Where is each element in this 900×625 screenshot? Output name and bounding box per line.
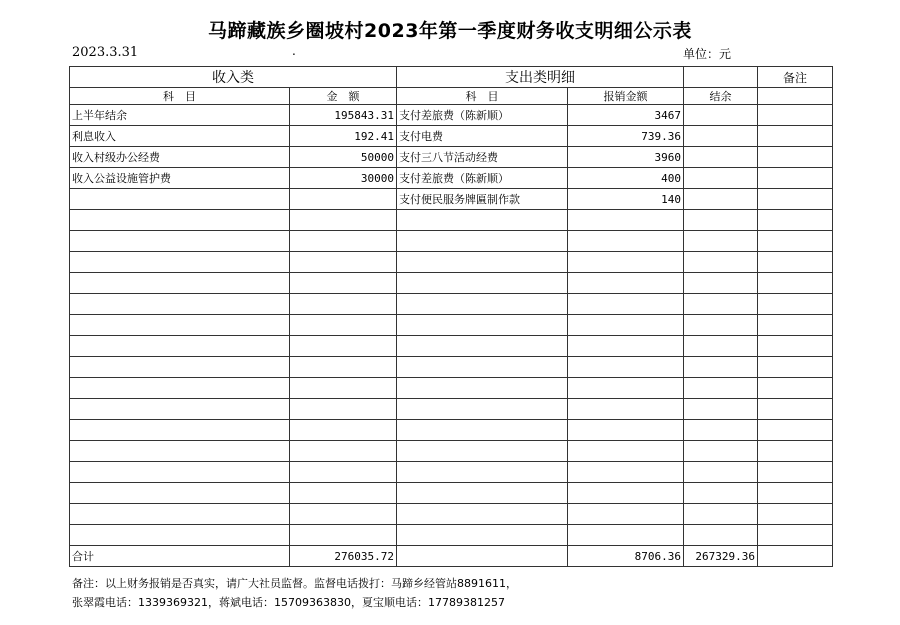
income-subject-cell (70, 441, 290, 462)
expense-subject-cell: 支付便民服务牌匾制作款 (397, 189, 568, 210)
expense-amount-cell (568, 210, 684, 231)
remark-header: 备注 (758, 67, 833, 88)
table-row (70, 105, 833, 126)
table-row (70, 315, 833, 336)
income-subject-cell (70, 315, 290, 336)
balance-cell (684, 399, 758, 420)
income-group-header: 收入类 (70, 67, 397, 88)
expense-amount-cell (568, 441, 684, 462)
expense-amount-cell (568, 231, 684, 252)
income-subject-cell (70, 378, 290, 399)
income-amount-cell (290, 441, 397, 462)
income-amount-cell (290, 231, 397, 252)
income-subject-cell (70, 483, 290, 504)
expense-amount-cell (568, 357, 684, 378)
header-row-group (70, 67, 833, 88)
income-amount-cell (290, 336, 397, 357)
remark-cell (758, 378, 833, 399)
remark-cell (758, 420, 833, 441)
expense-subject-cell (397, 483, 568, 504)
table-row (70, 273, 833, 294)
income-subject-cell: 收入公益设施管护费 (70, 168, 290, 189)
header-row-columns (70, 88, 833, 105)
page-title: 马蹄藏族乡圈坡村2023年第一季度财务收支明细公示表 (208, 20, 692, 42)
expense-subject-cell (397, 294, 568, 315)
balance-cell (684, 168, 758, 189)
expense-subject-cell (397, 504, 568, 525)
income-amount-cell: 192.41 (290, 126, 397, 147)
balance-cell (684, 252, 758, 273)
expense-amount-cell (568, 399, 684, 420)
income-amount-cell (290, 357, 397, 378)
expense-group-header: 支出类明细 (397, 67, 684, 88)
balance-cell (684, 189, 758, 210)
empty-header-cell (684, 67, 758, 88)
income-amount-cell (290, 294, 397, 315)
table-row (70, 126, 833, 147)
balance-cell (684, 441, 758, 462)
income-amount-cell (290, 420, 397, 441)
remark-cell (758, 294, 833, 315)
income-subject-header: 科 目 (70, 88, 290, 105)
expense-amount-cell: 739.36 (568, 126, 684, 147)
balance-cell (684, 504, 758, 525)
expense-amount-cell (568, 483, 684, 504)
income-amount-cell (290, 189, 397, 210)
balance-cell (684, 210, 758, 231)
total-expense-subject (397, 546, 568, 567)
table-row (70, 357, 833, 378)
expense-amount-header: 报销金额 (568, 88, 684, 105)
income-amount-header: 金 额 (290, 88, 397, 105)
income-amount-cell (290, 210, 397, 231)
expense-amount-cell: 3467 (568, 105, 684, 126)
table-row (70, 231, 833, 252)
remark-cell (758, 210, 833, 231)
income-subject-cell: 收入村级办公经费 (70, 147, 290, 168)
expense-amount-cell (568, 315, 684, 336)
income-subject-cell (70, 462, 290, 483)
table-row (70, 189, 833, 210)
expense-subject-cell (397, 399, 568, 420)
table-row (70, 483, 833, 504)
remark-cell (758, 399, 833, 420)
table-row (70, 462, 833, 483)
expense-amount-cell: 3960 (568, 147, 684, 168)
expense-subject-cell (397, 462, 568, 483)
remark-cell (758, 147, 833, 168)
expense-amount-cell (568, 525, 684, 546)
income-amount-cell (290, 483, 397, 504)
income-subject-cell (70, 399, 290, 420)
balance-cell (684, 462, 758, 483)
balance-cell (684, 294, 758, 315)
expense-amount-cell (568, 420, 684, 441)
income-amount-cell (290, 462, 397, 483)
expense-amount-cell (568, 504, 684, 525)
income-subject-cell: 利息收入 (70, 126, 290, 147)
income-amount-cell: 50000 (290, 147, 397, 168)
expense-subject-cell (397, 357, 568, 378)
income-amount-cell (290, 525, 397, 546)
income-subject-cell: 上半年结余 (70, 105, 290, 126)
income-subject-cell (70, 525, 290, 546)
balance-header: 结余 (684, 88, 758, 105)
remark-cell (758, 126, 833, 147)
total-label: 合计 (70, 546, 290, 567)
balance-cell (684, 147, 758, 168)
income-subject-cell (70, 231, 290, 252)
table-row (70, 147, 833, 168)
expense-subject-cell (397, 336, 568, 357)
income-amount-cell: 30000 (290, 168, 397, 189)
table-row (70, 336, 833, 357)
expense-amount-cell: 140 (568, 189, 684, 210)
table-row (70, 441, 833, 462)
remark-cell (758, 504, 833, 525)
total-remark (758, 546, 833, 567)
income-subject-cell (70, 357, 290, 378)
balance-cell (684, 126, 758, 147)
income-subject-cell (70, 420, 290, 441)
expense-amount-cell (568, 336, 684, 357)
remark-subheader (758, 88, 833, 105)
income-subject-cell (70, 336, 290, 357)
balance-cell (684, 231, 758, 252)
total-expense-amount: 8706.36 (568, 546, 684, 567)
expense-subject-cell (397, 378, 568, 399)
balance-cell (684, 378, 758, 399)
remark-cell (758, 357, 833, 378)
expense-subject-cell (397, 525, 568, 546)
income-subject-cell (70, 504, 290, 525)
expense-subject-cell (397, 420, 568, 441)
expense-subject-cell (397, 273, 568, 294)
remark-cell (758, 189, 833, 210)
expense-subject-cell (397, 441, 568, 462)
expense-subject-cell: 支付差旅费（陈新顺） (397, 168, 568, 189)
income-amount-cell (290, 252, 397, 273)
balance-cell (684, 525, 758, 546)
table-row (70, 294, 833, 315)
table-row (70, 168, 833, 189)
expense-subject-cell (397, 315, 568, 336)
balance-cell (684, 336, 758, 357)
expense-subject-cell: 支付差旅费（陈新顺） (397, 105, 568, 126)
finance-table (69, 66, 833, 567)
income-subject-cell (70, 294, 290, 315)
remark-cell (758, 273, 833, 294)
remark-cell (758, 252, 833, 273)
remark-cell (758, 231, 833, 252)
table-row (70, 252, 833, 273)
income-subject-cell (70, 273, 290, 294)
table-row (70, 399, 833, 420)
table-row (70, 210, 833, 231)
remark-cell (758, 105, 833, 126)
balance-cell (684, 273, 758, 294)
total-row (70, 546, 833, 567)
expense-amount-cell (568, 294, 684, 315)
remark-cell (758, 441, 833, 462)
balance-cell (684, 483, 758, 504)
income-amount-cell (290, 378, 397, 399)
remark-cell (758, 483, 833, 504)
total-balance: 267329.36 (684, 546, 758, 567)
expense-amount-cell (568, 273, 684, 294)
remark-cell (758, 462, 833, 483)
expense-subject-cell (397, 252, 568, 273)
table-row (70, 378, 833, 399)
expense-subject-cell: 支付电费 (397, 126, 568, 147)
table-row (70, 420, 833, 441)
remark-cell (758, 168, 833, 189)
income-subject-cell (70, 189, 290, 210)
expense-subject-cell (397, 231, 568, 252)
income-amount-cell (290, 399, 397, 420)
income-amount-cell (290, 504, 397, 525)
expense-amount-cell (568, 462, 684, 483)
income-amount-cell: 195843.31 (290, 105, 397, 126)
total-income-amount: 276035.72 (290, 546, 397, 567)
expense-amount-cell (568, 252, 684, 273)
footer-note-line2: 张翠霞电话：1339369321，蒋斌电话：15709363830，夏宝顺电话：17789381257 (72, 596, 505, 609)
balance-cell (684, 315, 758, 336)
remark-cell (758, 525, 833, 546)
expense-subject-cell: 支付三八节活动经费 (397, 147, 568, 168)
remark-cell (758, 336, 833, 357)
expense-subject-header: 科 目 (397, 88, 568, 105)
remark-cell (758, 315, 833, 336)
income-subject-cell (70, 252, 290, 273)
unit-label: 单位：元 (683, 47, 732, 61)
report-date: 2023.3.31 (72, 45, 139, 60)
table-row (70, 504, 833, 525)
dot-mark: . (292, 44, 296, 58)
expense-amount-cell (568, 378, 684, 399)
balance-cell (684, 357, 758, 378)
table-row (70, 525, 833, 546)
income-amount-cell (290, 273, 397, 294)
income-amount-cell (290, 315, 397, 336)
expense-subject-cell (397, 210, 568, 231)
income-subject-cell (70, 210, 290, 231)
footer-note-line1: 备注：以上财务报销是否真实，请广大社员监督。监督电话拨打：马蹄乡经管站8891611， (72, 577, 517, 590)
balance-cell (684, 420, 758, 441)
expense-amount-cell: 400 (568, 168, 684, 189)
balance-cell (684, 105, 758, 126)
